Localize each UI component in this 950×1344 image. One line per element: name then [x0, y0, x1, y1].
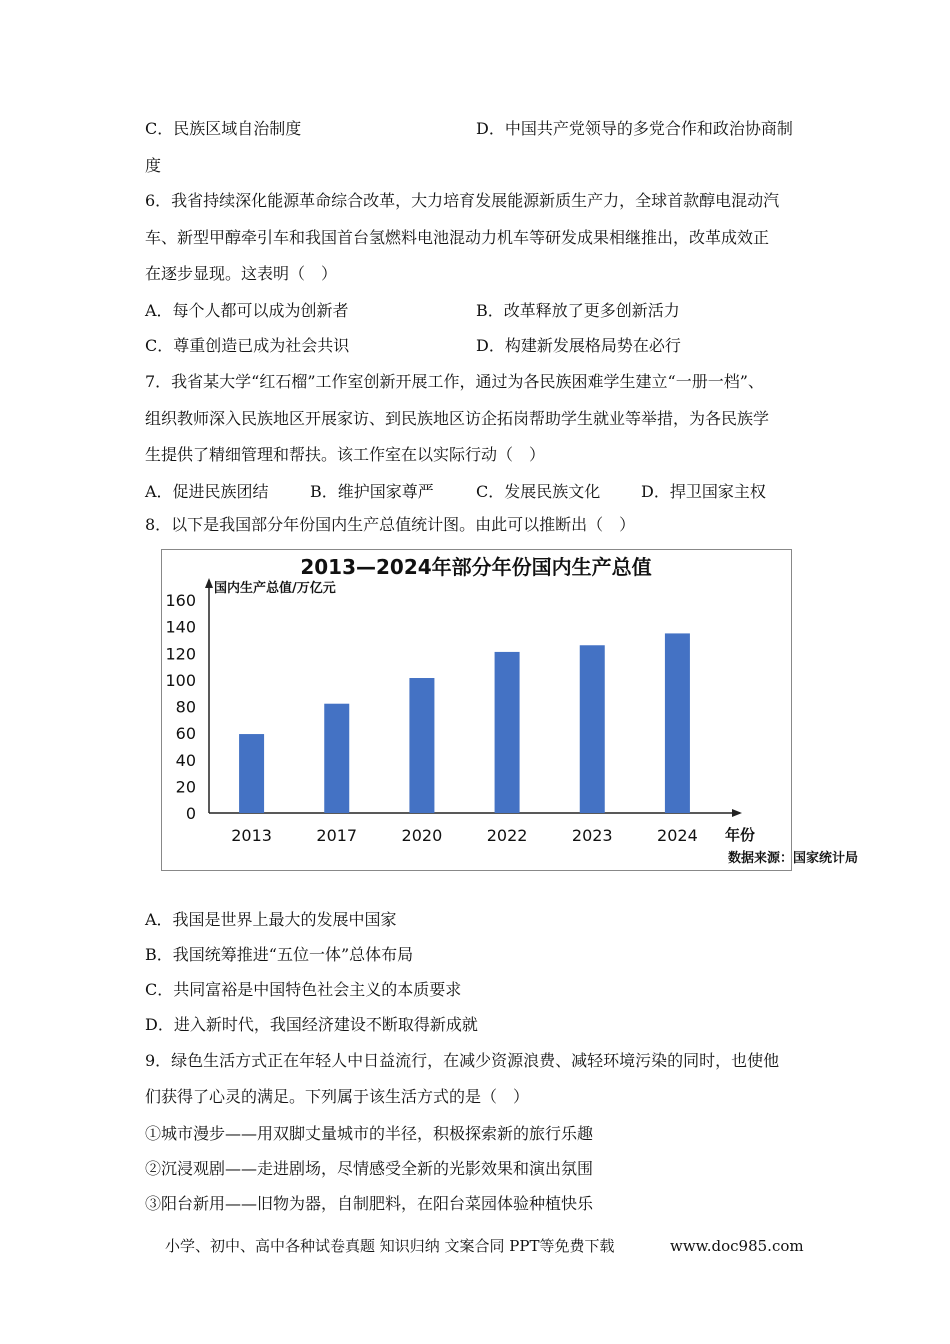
y-tick-label: 20: [175, 777, 196, 797]
q7-option-a: A．促进民族团结: [145, 482, 269, 501]
y-tick-label: 160: [165, 591, 196, 610]
q8-option-b: B．我国统筹推进“五位一体”总体布局: [145, 945, 414, 964]
chart-title: 2013—2024年部分年份国内生产总值: [300, 555, 652, 579]
y-tick-label: 140: [165, 617, 196, 637]
q7-stem-line-2: 组织教师深入民族地区开展家访、到民族地区访企拓岗帮助学生就业等举措，为各民族学: [145, 409, 770, 428]
x-tick-label: 2017: [316, 826, 358, 845]
x-tick-label: 2020: [401, 826, 443, 845]
q5-option-d-continued: 度: [145, 156, 162, 175]
x-axis-arrow: [732, 809, 742, 817]
bar: [239, 734, 264, 813]
gdp-chart: [161, 549, 859, 871]
q7-option-c: C．发展民族文化: [476, 482, 601, 501]
q9-item-2: ②沉浸观剧——走进剧场，尽情感受全新的光影效果和演出氛围: [145, 1159, 594, 1178]
q9-item-3: ③阳台新用——旧物为器，自制肥料，在阳台菜园体验种植快乐: [145, 1194, 594, 1213]
q8-option-c: C．共同富裕是中国特色社会主义的本质要求: [145, 980, 462, 999]
gdp-chart-svg: [162, 550, 859, 870]
q8-option-a: A．我国是世界上最大的发展中国家: [145, 910, 397, 929]
y-tick-label: 80: [175, 697, 196, 717]
q9-item-1: ①城市漫步——用双脚丈量城市的半径，积极探索新的旅行乐趣: [145, 1124, 594, 1143]
q7-stem-line-3: 生提供了精细管理和帮扶。该工作室在以实际行动（ ）: [145, 445, 546, 464]
x-tick-label: 2023: [571, 826, 613, 845]
footer-text: 小学、初中、高中各种试卷真题 知识归纳 文案合同 PPT等免费下载: [165, 1237, 615, 1255]
q7-option-b: B．维护国家尊严: [310, 482, 434, 501]
q6-stem-line-2: 车、新型甲醇牵引车和我国首台氢燃料电池混动力机车等研发成果相继推出，改革成效正: [145, 228, 770, 247]
q5-option-d: D．中国共产党领导的多党合作和政治协商制: [476, 119, 793, 138]
y-axis-label: 国内生产总值/万亿元: [214, 581, 336, 596]
q7-option-d: D．捍卫国家主权: [641, 482, 766, 501]
y-tick-label: 60: [175, 724, 196, 744]
q6-option-d: D．构建新发展格局势在必行: [476, 336, 681, 355]
q8-option-d: D．进入新时代，我国经济建设不断取得新成就: [145, 1015, 478, 1034]
bar: [580, 645, 605, 813]
x-tick-label: 2022: [486, 826, 528, 845]
q9-stem-line-1: 9．绿色生活方式正在年轻人中日益流行，在减少资源浪费、减轻环境污染的同时，也使他: [145, 1051, 780, 1070]
q8-stem: 8．以下是我国部分年份国内生产总值统计图。由此可以推断出（ ）: [145, 515, 636, 534]
y-tick-label: 120: [165, 644, 196, 664]
x-axis-label: 年份: [725, 826, 756, 844]
bar: [409, 678, 434, 813]
footer-url[interactable]: www.doc985.com: [670, 1237, 804, 1255]
x-tick-label: 2024: [657, 826, 698, 845]
x-tick-label: 2013: [231, 826, 272, 845]
y-tick-label: 0: [185, 804, 196, 823]
bar: [324, 704, 349, 813]
q6-option-a: A．每个人都可以成为创新者: [145, 301, 349, 320]
bar: [665, 633, 690, 813]
q6-stem-line-3: 在逐步显现。这表明（ ）: [145, 264, 338, 283]
q6-stem-line-1: 6．我省持续深化能源革命综合改革，大力培育发展能源新质生产力，全球首款醇电混动汽: [145, 191, 780, 210]
bar: [495, 652, 520, 813]
q7-stem-line-1: 7．我省某大学“红石榴”工作室创新开展工作，通过为各民族困难学生建立“一册一档”、: [145, 372, 764, 391]
y-tick-label: 40: [175, 750, 196, 770]
q6-option-b: B．改革释放了更多创新活力: [476, 301, 680, 320]
chart-source: 数据来源：国家统计局: [728, 851, 859, 866]
y-axis-arrow: [205, 578, 213, 588]
q9-stem-line-2: 们获得了心灵的满足。下列属于该生活方式的是（ ）: [145, 1087, 530, 1106]
y-tick-label: 100: [165, 670, 196, 690]
q5-option-c: C．民族区域自治制度: [145, 119, 302, 138]
q6-option-c: C．尊重创造已成为社会共识: [145, 336, 350, 355]
